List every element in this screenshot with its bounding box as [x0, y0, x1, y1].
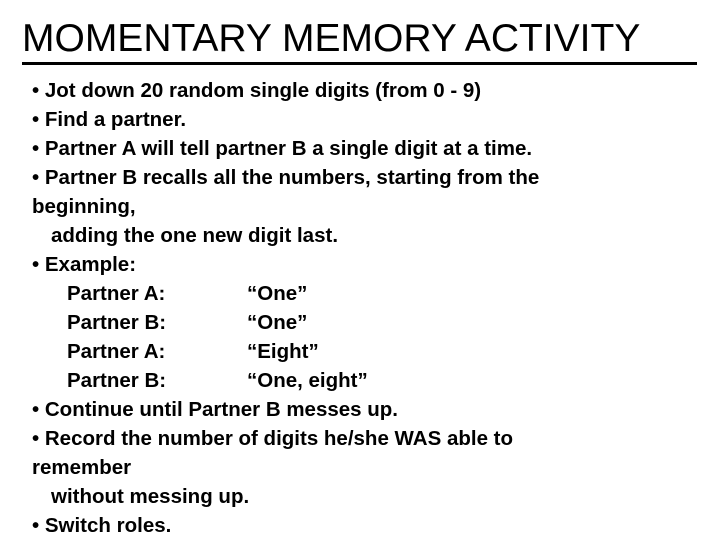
example-quote: “Eight” [247, 340, 319, 363]
example-speaker: Partner A: [67, 282, 166, 305]
example-quote: “One” [247, 311, 308, 334]
title-underline [22, 62, 697, 65]
example-row [32, 366, 692, 395]
bullet-partner-b-recalls: • Partner B recalls all the numbers, starting from the [32, 166, 540, 189]
example-row [32, 337, 692, 366]
bullet-partner-b-recalls-cont2: adding the one new digit last. [51, 224, 339, 247]
bullet-record: • Record the number of digits he/she WAS able to [32, 427, 514, 450]
bullet-list [32, 76, 692, 540]
example-speaker: Partner B: [67, 311, 167, 334]
bullet-record-cont2: without messing up. [51, 485, 250, 508]
bullet-jot-down: • Jot down 20 random single digits (from 0 - 9) [32, 79, 482, 102]
example-row [32, 279, 692, 308]
bullet-example: • Example: [32, 253, 137, 276]
bullet-partner-a-tells: • Partner A will tell partner B a single digit at a time. [32, 137, 533, 160]
bullet-record-cont: remember [32, 456, 132, 479]
bullet-switch-roles: • Switch roles. [32, 514, 172, 537]
bullet-continue: • Continue until Partner B messes up. [32, 398, 398, 421]
example-row [32, 308, 692, 337]
example-speaker: Partner B: [67, 369, 167, 392]
example-quote: “One, eight” [247, 369, 368, 392]
bullet-partner-b-recalls-cont: beginning, [32, 195, 136, 218]
example-quote: “One” [247, 282, 308, 305]
bullet-find-partner: • Find a partner. [32, 108, 187, 131]
example-speaker: Partner A: [67, 340, 166, 363]
slide-title: MOMENTARY MEMORY ACTIVITY [22, 17, 641, 60]
